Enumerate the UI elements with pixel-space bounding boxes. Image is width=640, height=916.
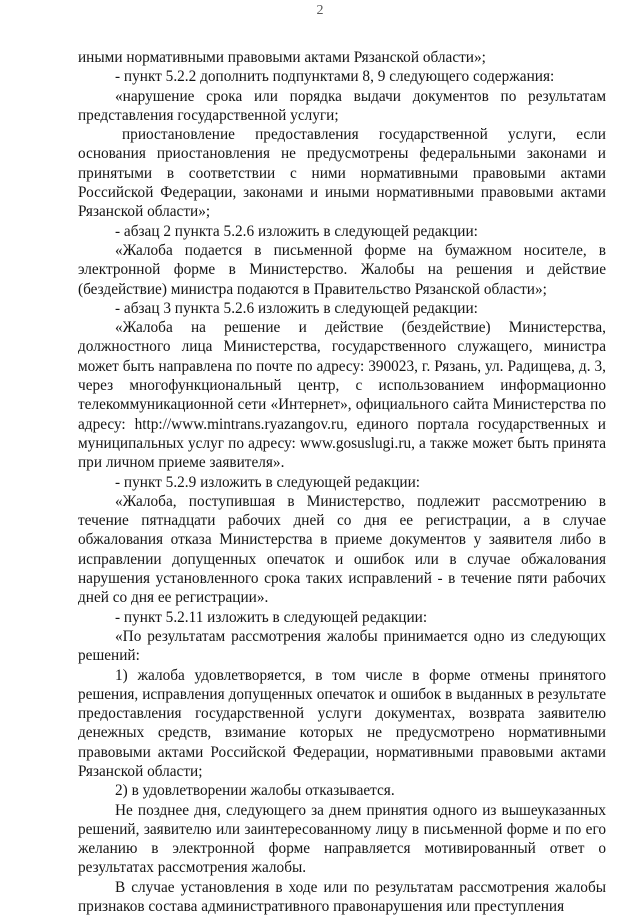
- paragraph-complaint-channels: «Жалоба на решение и действие (бездействие) Министерства, должностного лица Министерства, государственного служащего, министра может быть направлена по почте по адресу: 390023, г. Рязань, ул. Радищева, д. 3, через многофункциональный центр, с использованием информационно телекоммуникационной сети «Интернет», официального сайта Министерства по адресу: http://www.mintrans.ryazangov.ru, единого портала государственных и муниципальных услуг по адресу: www.gosuslugi.ru, а также может быть принята при личном приеме заявителя».: [78, 319, 606, 472]
- paragraph-violation-signs: В случае установления в ходе или по результатам рассмотрения жалобы признаков состава административного правонарушения или преступления: [78, 878, 606, 916]
- paragraph-decision-1: 1) жалоба удовлетворяется, в том числе в форме отмены принятого решения, исправления допущенных опечаток и ошибок в выданных в результате предоставления государственной услуги документах, возврата заявителю денежных средств, взимание которых не предусмотрено нормативными правовыми актами Российской Федерации, нормативными правовыми актами Рязанской области;: [78, 666, 606, 780]
- paragraph-review-period: «Жалоба, поступившая в Министерство, подлежит рассмотрению в течение пятнадцати рабочих дней со дня ее регистрации, а в случае обжалования отказа Министерства в приеме документов у заявителя либо в исправлении допущенных опечаток и ошибок или в случае обжалования нарушения установленного срока таких исправлений - в течение пяти рабочих дней со дня ее регистрации».: [78, 492, 606, 607]
- paragraph-amendment-5-2-2: - пункт 5.2.2 дополнить подпунктами 8, 9 следующего содержания:: [115, 68, 555, 86]
- paragraph-decisions-intro: «По результатам рассмотрения жалобы принимается одно из следующих решений:: [78, 627, 606, 665]
- paragraph-subitem-9: приостановление предоставления государственной услуги, если основания приостановления не предусмотрены федеральными законами и принятыми в соответствии с ними нормативными правовыми актами Российской Федерации, законами и иными нормативными правовыми актами Рязанской области»;: [78, 126, 606, 221]
- paragraph-amendment-5-2-9: - пункт 5.2.9 изложить в следующей редакции:: [115, 473, 421, 491]
- paragraph-complaint-form: «Жалоба подается в письменной форме на бумажном носителе, в электронной форме в Министерство. Жалобы на решения и действие (бездействие) министра подаются в Правительство Рязанской области»;: [78, 241, 606, 298]
- page-number: 2: [316, 3, 324, 18]
- paragraph-subitem-8: «нарушение срока или порядка выдачи документов по результатам представления государственной услуги;: [78, 87, 606, 124]
- paragraph-amendment-5-2-11: - пункт 5.2.11 изложить в следующей редакции:: [115, 608, 428, 626]
- paragraph-amendment-5-2-6-abz2: - абзац 2 пункта 5.2.6 изложить в следующей редакции:: [115, 222, 478, 240]
- document-body: [78, 48, 606, 916]
- paragraph-decision-2: 2) в удовлетворении жалобы отказывается.: [115, 782, 395, 800]
- paragraph-continuation: иными нормативными правовыми актами Рязанской области»;: [78, 49, 486, 66]
- paragraph-response-deadline: Не позднее дня, следующего за днем принятия одного из вышеуказанных решений, заявителю или заинтересованному лицу в письменной форме и по его желанию в электронной форме направляется мотивированный ответ о результатах рассмотрения жалобы.: [78, 801, 606, 877]
- paragraph-amendment-5-2-6-abz3: - абзац 3 пункта 5.2.6 изложить в следующей редакции:: [115, 299, 478, 317]
